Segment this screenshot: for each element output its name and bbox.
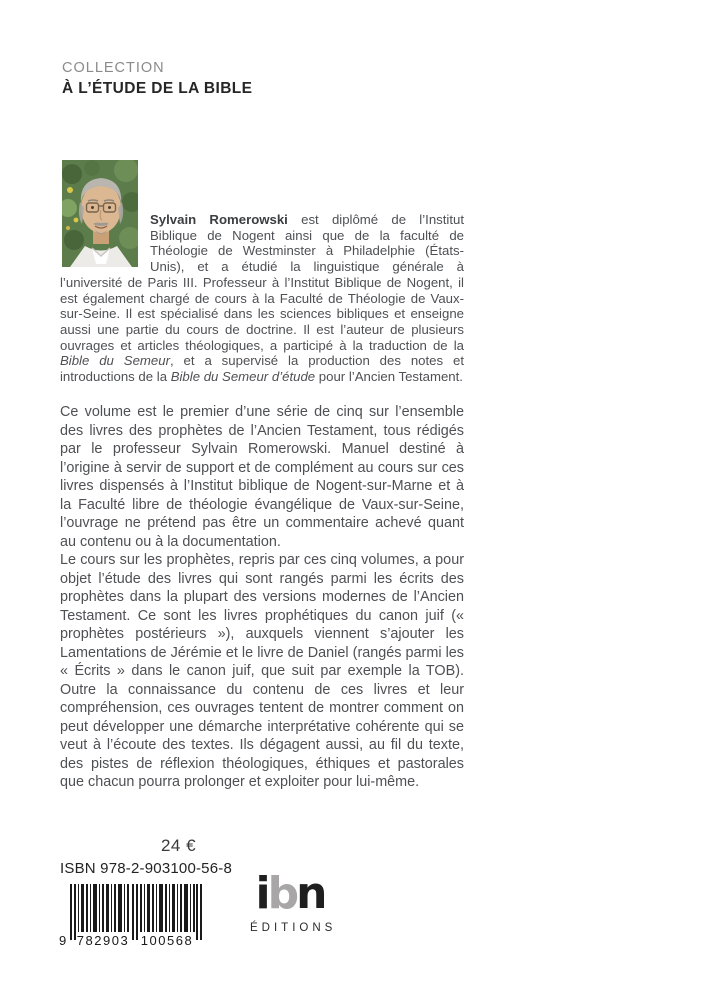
description-paragraph-1: Ce volume est le premier d’une série de cinq sur l’ensemble des livres des prophètes de l’Ancien Testament, tous rédigés par le professeur Sylvain Romerowski. Manuel destiné à l’origine à servir de support et de complément au cours sur ces livres dispensés à l’Institut biblique de Nogent-sur-Marne et à la Faculté libre de théologie évangélique de Vaux-sur-Seine, l’ouvrage ne prétend pas être un commentaire achevé quant au contenu ou à la documentation.: [60, 404, 464, 550]
price-label: 24 €: [160, 836, 197, 855]
book-title-italic: Bible du Semeur d’étude: [170, 369, 316, 385]
barcode-digit-group-1: 9: [59, 933, 67, 948]
book-description: [60, 403, 464, 792]
description-paragraph-2: Le cours sur les prophètes, repris par ces cinq volumes, a pour objet l’étude des livres qui sont rangés parmi les écrits des prophètes dans la plupart des versions modernes de l’Ancien Testament. Ce sont les livres prophétiques du canon juif (« prophètes postérieurs »), auxquels viennent s’ajouter les Lamentations de Jérémie et le livre de Daniel (rangés parmi les « Écrits » dans le canon juif, que suit par exemple la TOB). Outre la connaissance du contenu de ces livres et leur compréhension, ces ouvrages tentent de montrer comment on peut développer une démarche interprétative cohérente qui se veut à l’écoute des textes. Ils dégagent aussi, au fil du texte, des pistes de réflexion théologiques, éthiques et pastorales que chacun pourra prolonger et exploiter pour lui-même.: [60, 552, 464, 790]
book-title-italic: Bible du Semeur: [60, 353, 170, 369]
bio-text-part: , et a supervisé la production des notes et introductions de la: [60, 353, 465, 385]
ean13-barcode: [58, 884, 206, 948]
author-name: Sylvain Romerowski: [150, 212, 288, 227]
collection-label: COLLECTION: [62, 60, 165, 76]
author-photo: [62, 160, 138, 267]
publisher-block: [246, 868, 337, 934]
bio-text-part: pour l’Ancien Testament.: [315, 369, 463, 385]
logo-letter-n: n: [296, 868, 325, 919]
isbn-label: ISBN 978-2-903100-56-8: [60, 860, 233, 877]
barcode-digit-group-3: 100568: [140, 933, 194, 948]
bio-text-part: est diplômé de l’Institut Biblique de Nogent ainsi que de la faculté de Théologie de Westminster à Philadelphie (États-Unis), et a étudié la linguistique générale à l’université de Paris III. Professeur à l’Institut Biblique de Nogent, il est également chargé de cours à la Faculté de Théologie de Vaux-sur-Seine. Il est spécialisé dans les sciences bibliques et enseigne aussi une partie du cours de doctrine. Il est l’auteur de plusieurs ouvrages et articles théologiques, a participé à la traduction de la: [60, 212, 465, 353]
author-bio-section: [60, 160, 464, 385]
collection-header: [62, 60, 252, 98]
logo-letter-i: i: [255, 868, 268, 919]
barcode-digit-group-2: 782903: [76, 933, 130, 948]
publisher-name: ÉDITIONS: [250, 922, 337, 934]
publisher-logo: [246, 868, 334, 919]
series-title: À L’ÉTUDE DE LA BIBLE: [62, 80, 253, 97]
logo-letter-b: b: [267, 868, 297, 919]
